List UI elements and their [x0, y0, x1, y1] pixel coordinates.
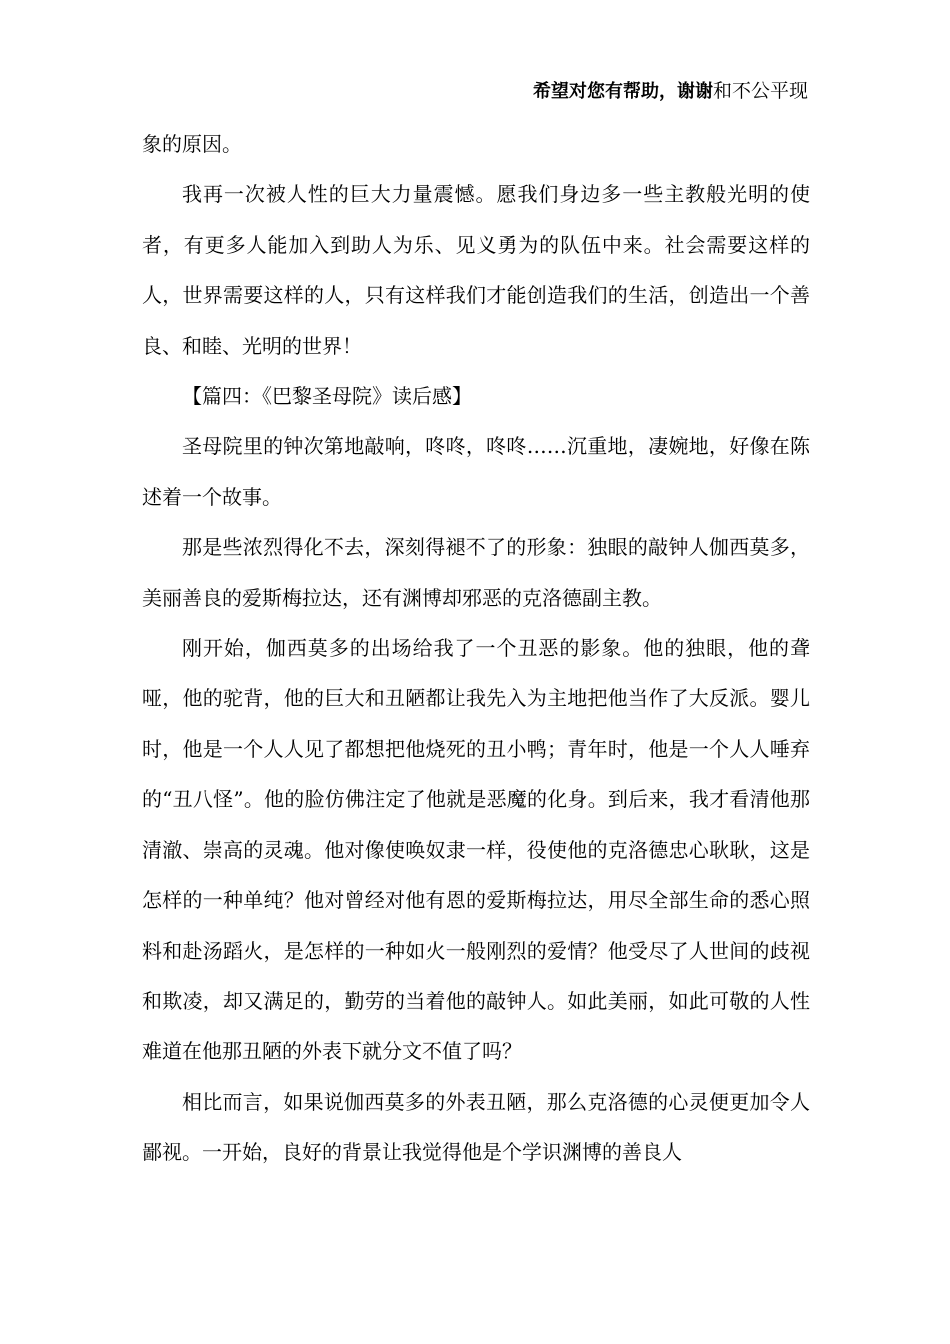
- section-heading: 【篇四：《巴黎圣母院》读后感】: [182, 384, 472, 409]
- paragraph: 我再一次被人性的巨大力量震憾。愿我们身边多一些主教般光明的使者，有更多人能加入到助人为乐、见义勇为的队伍中来。社会需要这样的人，世界需要这样的人，只有这样我们才能创造我们的生活，创造出一个善良、和睦、光明的世界！: [142, 182, 810, 358]
- paragraph: 刚开始，伽西莫多的出场给我了一个丑恶的影象。他的独眼，他的聋哑，他的驼背，他的巨大和丑陋都让我先入为主地把他当作了大反派。婴儿时，他是一个人人见了都想把他烧死的丑小鸭；青年时，他是一个人人唾弃的“丑八怪”。他的脸仿佛注定了他就是恶魔的化身。到后来，我才看清他那清澈、崇高的灵魂。他对像使唤奴隶一样，役使他的克洛德忠心耿耿，这是怎样的一种单纯？他对曾经对他有恩的爱斯梅拉达，用尽全部生命的悉心照料和赴汤蹈火，是怎样的一种如火一般刚烈的爱情？他受尽了人世间的歧视和欺凌，却又满足的，勤劳的当着他的敲钟人。如此美丽，如此可敬的人性难道在他那丑陋的外表下就分文不值了吗？: [142, 636, 810, 1064]
- document-body: [142, 119, 810, 1178]
- paragraph-continuation: 象的原因。: [142, 132, 242, 156]
- header-continuation-text: 和不公平现: [712, 80, 808, 102]
- paragraph: 圣母院里的钟次第地敲响，咚咚，咚咚……沉重地，凄婉地，好像在陈述着一个故事。: [142, 434, 810, 509]
- header-thanks-text: 希望对您有帮助，谢谢: [532, 81, 713, 102]
- page-header: [533, 78, 808, 105]
- paragraph: 相比而言，如果说伽西莫多的外表丑陋，那么克洛德的心灵便更加令人鄙视。一开始，良好的背景让我觉得他是个学识渊博的善良人: [142, 1089, 810, 1165]
- paragraph: 那是些浓烈得化不去，深刻得褪不了的形象：独眼的敲钟人伽西莫多，美丽善良的爱斯梅拉达，还有渊博却邪恶的克洛德副主教。: [142, 535, 810, 610]
